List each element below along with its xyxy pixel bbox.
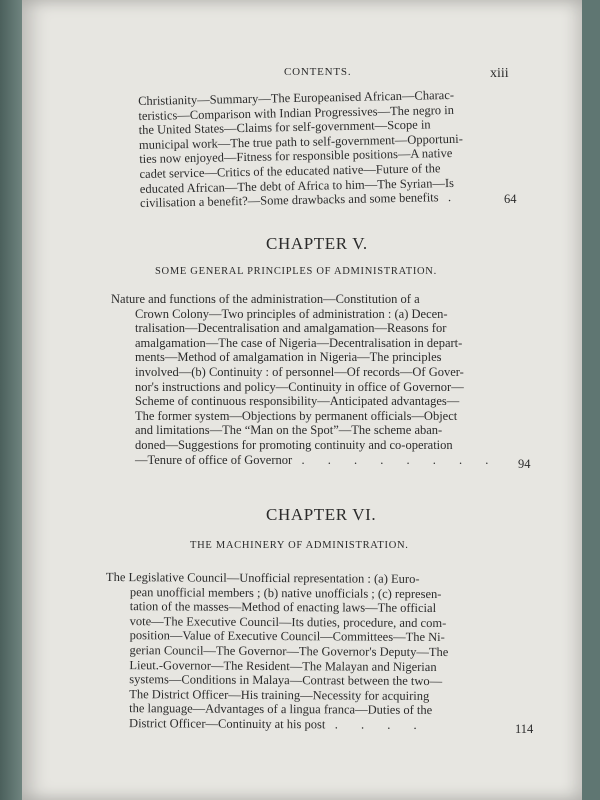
entry-line: The Legislative Council—Unofficial representation : (a) Euro- [105, 570, 420, 586]
entry-line: educated African—The debt of Africa to him—The Syrian—Is [139, 175, 455, 196]
entry-line: tralisation—Decentralisation and amalgamation—Reasons for [135, 321, 447, 336]
entry-line: the language—Advantages of a lingua franca—Duties of the [129, 701, 433, 718]
entry-line: —Tenure of office of Governor . . . . . . . . [135, 452, 499, 467]
entry-line: ties now enjoyed—Fitness for responsible positions—A native [139, 146, 453, 167]
entry-page-number: 94 [518, 457, 531, 471]
entry-line: and limitations—The “Man on the Spot”—The scheme aban- [135, 423, 443, 438]
contents-entry-chapter-4-continued [138, 87, 490, 210]
entry-line: The District Officer—His training—Necessity for acquiring [129, 686, 430, 703]
entry-line: teristics—Comparison with Indian Progressives—The negro in [138, 102, 455, 123]
entry-line: municipal work—The true path to self-government—Opportuni- [138, 131, 463, 152]
entry-line: doned—Suggestions for promoting continuity and co-operation [135, 437, 453, 452]
entry-line: gerian Council—The Governor—The Governor's Deputy—The [129, 643, 449, 660]
chapter-subtitle: THE MACHINERY OF ADMINISTRATION. [190, 540, 409, 551]
entry-line: position—Value of Executive Council—Committees—The Ni- [129, 628, 445, 645]
entry-line: cadet service—Critics of the educated native—Future of the [139, 161, 441, 181]
entry-line: tation of the masses—Method of enacting laws—The official [129, 599, 437, 616]
entry-line: The former system—Objections by permanent officials—Object [135, 408, 458, 423]
entry-line: District Officer—Continuity at his post . . . . [129, 716, 427, 732]
book-page [22, 0, 582, 800]
entry-line: vote—The Executive Council—Its duties, procedure, and com- [129, 613, 447, 630]
entry-line: nor's instructions and policy—Continuity in office of Governor— [135, 379, 464, 394]
entry-line: Scheme of continuous responsibility—Anticipated advantages— [135, 394, 460, 409]
contents-entry-chapter-5 [111, 292, 503, 467]
chapter-heading: CHAPTER V. [266, 234, 368, 253]
entry-line: Lieut.-Governor—The Resident—The Malayan and Nigerian [129, 657, 437, 674]
entry-page-number: 114 [515, 722, 534, 736]
entry-line: ments—Method of amalgamation in Nigeria—The principles [135, 350, 442, 365]
chapter-heading: CHAPTER VI. [266, 505, 377, 524]
chapter-subtitle: SOME GENERAL PRINCIPLES OF ADMINISTRATION. [155, 266, 437, 277]
book-spine-edge [0, 0, 22, 800]
leader-dots: . [447, 189, 462, 205]
entry-line: Crown Colony—Two principles of administration : (a) Decen- [135, 306, 448, 321]
entry-line: Nature and functions of the administration—Constitution of a [111, 292, 420, 306]
page-number: xiii [490, 66, 509, 81]
leader-dots: . . . . [334, 717, 427, 732]
running-title: CONTENTS. [284, 66, 352, 78]
entry-line: the United States—Claims for self-government—Scope in [138, 117, 431, 138]
entry-line: civilisation a benefit?—Some drawbacks and some benefits . [139, 189, 462, 211]
contents-entry-chapter-6 [105, 570, 506, 733]
entry-page-number: 64 [504, 192, 517, 206]
entry-line: involved—(b) Continuity : of personnel—Of records—Of Gover- [135, 364, 464, 379]
entry-line: Christianity—Summary—The Europeanised African—Charac- [138, 87, 455, 108]
entry-line: systems—Conditions in Malaya—Contrast between the two— [129, 672, 443, 689]
leader-dots: . . . . . . . . [301, 452, 499, 467]
entry-line: amalgamation—The case of Nigeria—Decentralisation in depart- [135, 335, 463, 350]
entry-line: pean unofficial members ; (b) native unofficials ; (c) represen- [129, 584, 442, 601]
